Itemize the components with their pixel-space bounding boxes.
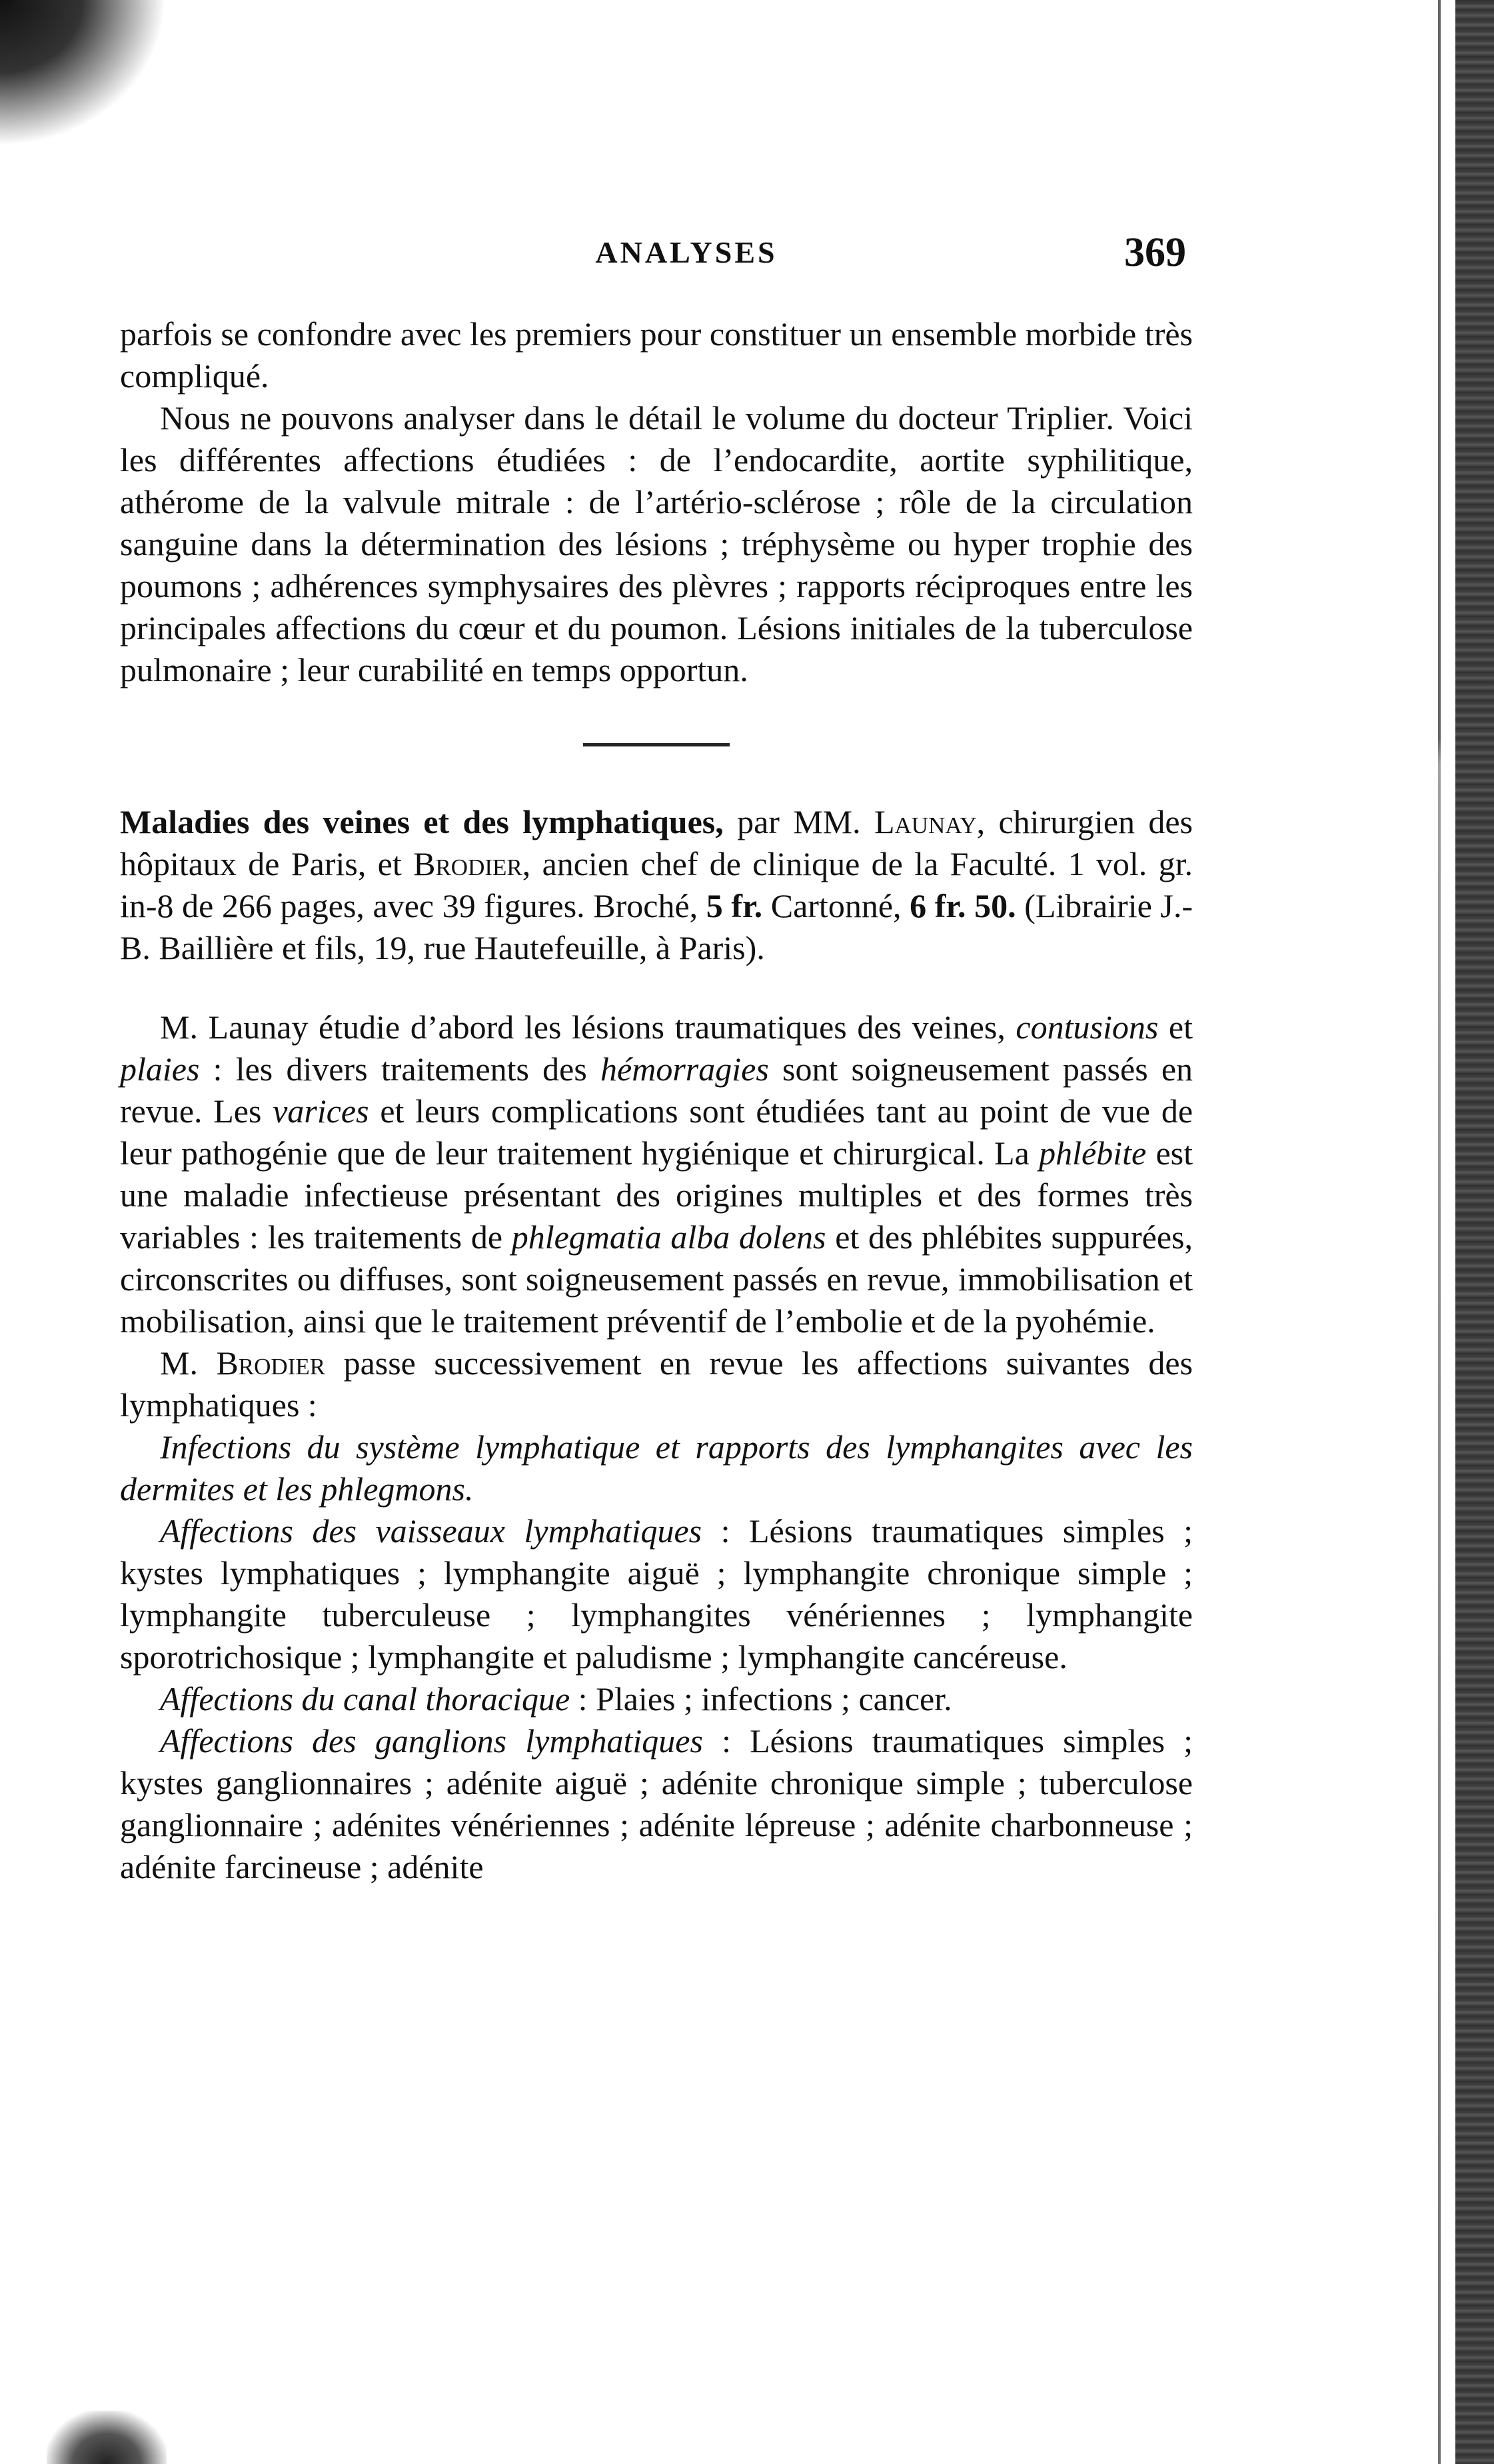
reference-title: Maladies des veines et des lymphatiques, — [120, 803, 724, 840]
item-canal-thoracique — [120, 1678, 1193, 1720]
page-number: 369 — [1124, 230, 1186, 275]
brodier-m: M. — [160, 1344, 198, 1382]
term-hemorragies: hémorragies — [600, 1050, 769, 1088]
launay-text-5: et leurs complications sont étudiées tant au point de vue de leur pathogénie que de leur traitement hygiénique et chirurgical. La — [120, 1092, 1193, 1172]
launay-text-2: et — [1168, 1008, 1193, 1046]
item-vaisseaux — [120, 1510, 1193, 1678]
reference-price-broche: 5 fr. — [706, 887, 763, 924]
reference-mid2: ancien chef de clinique de la Faculté. 1 vol. gr. in-8 de 266 pages, avec 39 figures. Broché, — [120, 845, 1193, 924]
paragraph-launay — [120, 1006, 1193, 1342]
launay-text-1: M. Launay étudie d’abord les lésions traumatiques des veines, — [160, 1008, 1006, 1046]
item-ganglions-text: : Lésions traumatiques simples ; kystes ganglionnaires ; adénite aiguë ; adénite chronique simple ; tuberculose ganglionnaire ; adénites vénériennes ; adénite lépreuse ; adénite charbonneuse ; adénite farcineuse ; adénite — [120, 1722, 1193, 1885]
term-varices: varices — [273, 1092, 369, 1130]
reference-price-cartonne: 6 fr. 50. — [910, 887, 1016, 924]
term-plaies: plaies — [120, 1050, 200, 1088]
running-title: ANALYSES — [595, 235, 778, 269]
item-canal-text: : Plaies ; infections ; cancer. — [578, 1680, 952, 1718]
reference-publisher: (Librairie J.-B. Baillière et fils, 19, rue Hautefeuille, à Paris). — [120, 887, 1193, 966]
item-ganglions — [120, 1720, 1193, 1888]
reference-mid3: Cartonné, — [770, 887, 902, 924]
bibliographic-reference — [120, 801, 1193, 969]
launay-text-7: et des phlébites suppurées, circonscrites ou diffuses, sont soigneusement passés en revue, immobilisation et mobilisation, ainsi que le traitement préventif de l’embolie et de la pyohémie. — [120, 1218, 1193, 1340]
term-phlebite: phlébite — [1039, 1134, 1147, 1172]
brodier-name: Brodier — [216, 1344, 326, 1382]
item-canal-title: Affections du canal thoracique — [160, 1680, 570, 1718]
paragraph-continuation: parfois se confondre avec les premiers pour constituer un ensemble morbide très compliqué. — [120, 315, 1193, 395]
item-vaisseaux-text: : Lésions traumatiques simples ; kystes lymphatiques ; lymphangite aiguë ; lymphangite chronique simple ; lymphangite tuberculeuse ; lymphangites vénériennes ; lymphangite sporotrichosique ; lymphangite et paludisme ; lymphangite cancéreuse. — [120, 1512, 1193, 1676]
scan-edge-right — [1455, 0, 1494, 2464]
scan-shadow-top-left — [0, 0, 167, 147]
item-vaisseaux-title: Affections des vaisseaux lymphatiques — [160, 1512, 702, 1550]
item-ganglions-title: Affections des ganglions lymphatiques — [160, 1722, 703, 1760]
scan-edge-line — [1438, 0, 1441, 2464]
term-contusions: contusions — [1016, 1008, 1159, 1046]
paragraph-brodier — [120, 1342, 1193, 1426]
reference-author-brodier: Brodier, — [413, 845, 531, 882]
scan-shadow-bottom-left — [47, 2411, 167, 2464]
running-head — [120, 229, 1186, 283]
launay-text-6: est une maladie infectieuse présentant des origines multiples et des formes très variables : les traitements de — [120, 1134, 1193, 1256]
paragraph-triplier: Nous ne pouvons analyser dans le détail le volume du docteur Triplier. Voici les différentes affections étudiées : de l’endocardite, aortite syphilitique, athérome de la valvule mitrale : de l’artério-sclérose ; rôle de la circulation sanguine dans la détermination des lésions ; tréphysème ou hyper trophie des poumons ; adhérences symphysaires des plèvres ; rapports réciproques entre les principales affections du cœur et du poumon. Lésions initiales de la tuberculose pulmonaire ; leur curabilité en temps opportun. — [120, 399, 1193, 688]
launay-text-3: : les divers traitements des — [213, 1050, 587, 1088]
item-infections: Infections du système lymphatique et rapports des lymphangites avec les dermites et les phlegmons. — [120, 1428, 1193, 1508]
reference-author-launay: Launay, — [874, 803, 986, 840]
reference-mid1: chirurgien des hôpitaux de Paris, et — [120, 803, 1193, 882]
text-block — [120, 313, 1193, 1888]
brodier-text: passe successivement en revue les affections suivantes des lymphatiques : — [120, 1344, 1193, 1424]
launay-text-4: sont soigneusement passés en revue. Les — [120, 1050, 1193, 1130]
reference-par: par MM. — [737, 803, 861, 840]
term-phlegmatia: phlegmatia alba dolens — [511, 1218, 826, 1256]
section-divider — [583, 743, 730, 746]
